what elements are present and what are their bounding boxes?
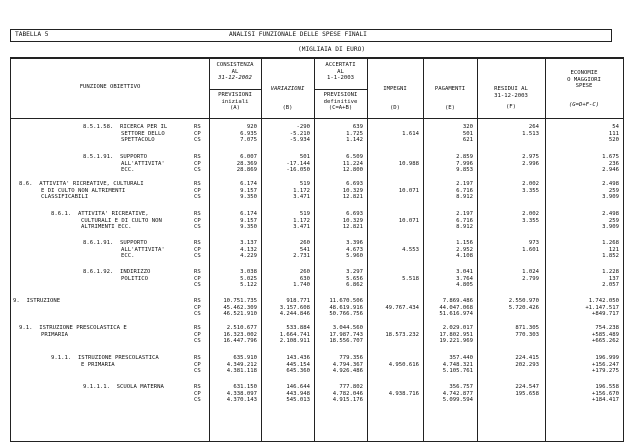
rule-header-bottom: [11, 118, 623, 119]
cell-value: 7.869.486: [442, 298, 473, 304]
cell-value: 356.757: [449, 384, 473, 390]
rule-top: [11, 58, 623, 59]
cell-value: -290: [296, 124, 310, 130]
cell-value: 45.462.309: [223, 304, 257, 311]
header-funzione: FUNZIONE OBIETTIVO: [79, 84, 141, 90]
row-type: RS: [194, 384, 201, 390]
cell-value: 6.716: [456, 187, 473, 194]
cell-value: 16.447.796: [223, 338, 257, 345]
cell-value: 519: [299, 211, 310, 217]
cell-value: 6.509: [346, 154, 363, 160]
cell-value: 5.960: [346, 253, 363, 260]
cell-value: 260: [299, 269, 310, 275]
cell-value: 6.716: [456, 217, 473, 224]
cell-value: 1.675: [602, 154, 619, 160]
cell-value: 10.751.735: [223, 298, 257, 304]
cell-value: 1.601: [522, 246, 539, 253]
cell-value: 2.952: [456, 246, 473, 253]
cell-value: 202.293: [515, 361, 539, 368]
row-type: CP: [194, 187, 201, 194]
cell-value: 1.268: [602, 240, 619, 246]
cell-value: +585.489: [592, 331, 619, 338]
row-label: 9.1.1. ISTRUZIONE PRESCOLASTICA: [51, 355, 159, 361]
cell-value: -5.934: [289, 137, 310, 144]
header-accertati: [314, 62, 367, 82]
header-prev-def-l3: (C=A+B): [328, 105, 353, 112]
row-label: 9.1. ISTRUZIONE PRESCOLASTICA E: [19, 325, 127, 331]
header-consistenza: [209, 62, 261, 82]
cell-value: 28.369: [236, 160, 257, 167]
row-type: RS: [194, 355, 201, 361]
cell-value: 4.938.716: [388, 390, 419, 397]
row-label: ALL'ATTIVITA': [121, 246, 165, 253]
cell-value: 3.396: [346, 240, 363, 246]
col-divider-2: [261, 58, 262, 441]
cell-value: 4.805: [456, 282, 473, 289]
cell-value: 11.670.506: [329, 298, 363, 304]
cell-value: 9.350: [240, 224, 257, 231]
row-type: CS: [194, 167, 201, 174]
cell-value: 2.859: [456, 154, 473, 160]
cell-value: 443.948: [286, 390, 310, 397]
header-accertati-l1: ACCERTATI: [325, 62, 356, 68]
cell-value: 54: [612, 124, 619, 130]
cell-value: 196.558: [595, 384, 619, 390]
header-impegni-l2: (D): [389, 104, 401, 111]
cell-value: 918.771: [286, 298, 310, 304]
cell-value: +184.417: [592, 397, 619, 404]
cell-value: 533.884: [286, 325, 310, 331]
row-label: POLITICO: [121, 275, 148, 282]
cell-value: +179.275: [592, 368, 619, 375]
col-divider-4: [367, 58, 368, 441]
cell-value: 635.910: [233, 355, 257, 361]
cell-value: 18.556.707: [329, 338, 363, 345]
header-impegni: [367, 86, 423, 111]
cell-value: 2.731: [293, 253, 310, 260]
cell-value: -5.210: [289, 130, 310, 137]
cell-value: 10.071: [398, 187, 419, 194]
row-label: 8.5.1.58. RICERCA PER IL: [83, 124, 168, 130]
cell-value: 445.154: [286, 361, 310, 368]
row-label: E PRIMARIA: [81, 361, 115, 368]
cell-value: 4.673: [346, 246, 363, 253]
header-variazioni: [261, 86, 314, 111]
row-type: CS: [194, 224, 201, 231]
cell-value: 46.521.910: [223, 311, 257, 318]
cell-value: 4.338.097: [226, 390, 257, 397]
header-economie-l3: SPESE: [575, 83, 593, 90]
row-type: CP: [194, 217, 201, 224]
row-type: CS: [194, 397, 201, 404]
row-type: RS: [194, 211, 201, 217]
header-variazioni-l2: (B): [282, 104, 293, 111]
header-prev-iniz-l2: iniziali: [221, 98, 249, 105]
cell-value: 19.221.969: [439, 338, 473, 345]
cell-value: 3.157.608: [279, 304, 310, 311]
cell-value: 3.137: [240, 240, 257, 246]
row-type: RS: [194, 269, 201, 275]
cell-value: 2.946: [602, 167, 619, 174]
row-type: CS: [194, 338, 201, 345]
header-economie-l2: O MAGGIORI: [567, 76, 601, 83]
row-type: CS: [194, 311, 201, 318]
cell-value: 50.766.756: [329, 311, 363, 318]
cell-value: 3.044.560: [332, 325, 363, 331]
cell-value: 4.926.486: [332, 368, 363, 375]
row-type: CS: [194, 194, 201, 201]
cell-value: 2.057: [602, 282, 619, 289]
cell-value: 1.852: [602, 253, 619, 260]
cell-value: 3.038: [240, 269, 257, 275]
cell-value: 51.616.974: [439, 311, 473, 318]
cell-value: 12.821: [342, 224, 363, 231]
cell-value: 639: [352, 124, 363, 130]
cell-value: 4.950.616: [388, 361, 419, 368]
row-type: RS: [194, 325, 201, 331]
row-type: RS: [194, 240, 201, 246]
cell-value: 2.002: [522, 211, 539, 217]
cell-value: 49.767.434: [385, 304, 419, 311]
cell-value: 9.157: [240, 217, 257, 224]
header-consistenza-l1: CONSISTENZA: [216, 62, 254, 68]
header-economie-l4: (G=D+F-C): [568, 101, 600, 108]
cell-value: 1.725: [346, 130, 363, 137]
col-divider-6: [477, 58, 478, 441]
cell-value: 137: [608, 275, 619, 282]
cell-value: 6.007: [240, 154, 257, 160]
rule-accertati: [314, 89, 367, 90]
cell-value: +849.717: [592, 311, 619, 318]
col-divider-1: [209, 58, 210, 441]
cell-value: 6.862: [346, 282, 363, 289]
cell-value: 4.381.118: [226, 368, 257, 375]
cell-value: 17.987.743: [329, 331, 363, 338]
cell-value: 6.174: [240, 211, 257, 217]
row-label: E DI CULTO NON ALTRIMENTI: [41, 187, 126, 194]
cell-value: 11.224: [342, 160, 363, 167]
cell-value: 3.764: [456, 275, 473, 282]
row-type: CP: [194, 275, 201, 282]
row-type: CP: [194, 304, 201, 311]
cell-value: 4.742.877: [442, 390, 473, 397]
row-type: RS: [194, 124, 201, 130]
col-divider-5: [423, 58, 424, 441]
cell-value: 754.238: [595, 325, 619, 331]
cell-value: 1.742.050: [588, 298, 619, 304]
col-divider-7: [545, 58, 546, 441]
cell-value: 259: [608, 187, 619, 194]
cell-value: 2.510.677: [226, 325, 257, 331]
cell-value: 357.440: [449, 355, 473, 361]
row-label: ALL'ATTIVITA': [121, 160, 165, 167]
cell-value: 264: [528, 124, 539, 130]
rule-consistenza: [209, 89, 261, 90]
cell-value: 3.355: [522, 187, 539, 194]
cell-value: 519: [299, 181, 310, 187]
cell-value: +156.247: [592, 361, 619, 368]
cell-value: 541: [299, 246, 310, 253]
cell-value: 10.988: [398, 160, 419, 167]
cell-value: 5.720.426: [508, 304, 539, 311]
row-label: SPETTACOLO: [121, 137, 155, 144]
cell-value: 3.355: [522, 217, 539, 224]
cell-value: 1.228: [602, 269, 619, 275]
cell-value: 621: [462, 137, 473, 144]
cell-value: 4.349.212: [226, 361, 257, 368]
cell-value: 2.996: [522, 160, 539, 167]
cell-value: 1.172: [293, 187, 310, 194]
header-consistenza-l2: AL: [231, 68, 239, 75]
cell-value: 4.794.367: [332, 361, 363, 368]
cell-value: 630: [299, 275, 310, 282]
cell-value: 4.229: [240, 253, 257, 260]
cell-value: 920: [246, 124, 257, 130]
header-pagamenti-l2: (E): [444, 104, 456, 111]
cell-value: 973: [528, 240, 539, 246]
cell-value: 28.869: [236, 167, 257, 174]
header-residui-l1: RESIDUI AL: [494, 86, 528, 92]
header-residui-l2: 31-12-2003: [494, 92, 528, 99]
cell-value: 8.912: [456, 224, 473, 231]
cell-value: 2.799: [522, 275, 539, 282]
data-table: [10, 57, 624, 442]
cell-value: 9.853: [456, 167, 473, 174]
header-pagamenti: [423, 86, 477, 111]
cell-value: 18.573.232: [385, 331, 419, 338]
row-type: CP: [194, 246, 201, 253]
cell-value: 9.350: [240, 194, 257, 201]
cell-value: 5.122: [240, 282, 257, 289]
cell-value: 16.323.002: [223, 331, 257, 338]
cell-value: 3.909: [602, 194, 619, 201]
cell-value: 12.800: [342, 167, 363, 174]
row-label: 8.6. ATTIVITA' RICREATIVE, CULTURALI: [19, 181, 144, 187]
header-accertati-l3: 1-1-2003: [327, 75, 354, 82]
cell-value: 4.370.143: [226, 397, 257, 404]
cell-value: 260: [299, 240, 310, 246]
header-economie-l1: ECONOMIE: [570, 70, 598, 76]
cell-value: 777.802: [339, 384, 363, 390]
row-label: ALTRIMENTI ECC.: [81, 224, 132, 231]
cell-value: 111: [608, 130, 619, 137]
header-residui-l3: (F): [505, 104, 517, 111]
cell-value: 871.305: [515, 325, 539, 331]
cell-value: 3.909: [602, 224, 619, 231]
cell-value: 10.329: [342, 217, 363, 224]
header-prev-iniz-l1: PREVISIONI: [218, 92, 252, 98]
row-type: RS: [194, 181, 201, 187]
header-pagamenti-l1: PAGAMENTI: [434, 86, 466, 92]
cell-value: 1.172: [293, 217, 310, 224]
cell-value: 3.471: [293, 194, 310, 201]
cell-value: 44.047.068: [439, 304, 473, 311]
header-residui: [477, 86, 545, 111]
cell-value: 224.415: [515, 355, 539, 361]
cell-value: 6.693: [346, 181, 363, 187]
cell-value: 10.329: [342, 187, 363, 194]
cell-value: 1.664.741: [279, 331, 310, 338]
row-label: SETTORE DELLO: [121, 130, 165, 137]
cell-value: 4.244.846: [279, 311, 310, 318]
header-previsioni-definitive: [314, 92, 367, 112]
table-number: TABELLA 5: [15, 31, 49, 38]
header-economie: [545, 70, 623, 108]
cell-value: 631.150: [233, 384, 257, 390]
cell-value: 2.498: [602, 181, 619, 187]
cell-value: 8.912: [456, 194, 473, 201]
cell-value: 7.996: [456, 160, 473, 167]
cell-value: 3.471: [293, 224, 310, 231]
cell-value: 3.041: [456, 269, 473, 275]
cell-value: 2.975: [522, 154, 539, 160]
row-type: CP: [194, 331, 201, 338]
cell-value: 4.915.176: [332, 397, 363, 404]
cell-value: 259: [608, 217, 619, 224]
row-label: PRIMARIA: [41, 331, 68, 338]
cell-value: 1.156: [456, 240, 473, 246]
cell-value: 3.297: [346, 269, 363, 275]
header-prev-iniz-l3: (A): [229, 105, 241, 112]
row-type: CP: [194, 160, 201, 167]
row-type: CS: [194, 282, 201, 289]
cell-value: -17.144: [286, 160, 310, 167]
cell-value: 2.029.017: [442, 325, 473, 331]
header-impegni-l1: IMPEGNI: [383, 86, 407, 92]
cell-value: 143.436: [286, 355, 310, 361]
cell-value: 121: [608, 246, 619, 253]
cell-value: 501: [462, 130, 473, 137]
cell-value: 2.197: [456, 181, 473, 187]
cell-value: 5.518: [402, 275, 419, 282]
row-label: CULTURALI E DI CULTO NON: [81, 217, 162, 224]
cell-value: 1.024: [522, 269, 539, 275]
cell-value: 2.550.970: [508, 298, 539, 304]
row-label: 9.1.1.1. SCUOLA MATERNA: [83, 384, 164, 390]
cell-value: 6.174: [240, 181, 257, 187]
header-consistenza-l3: 31-12-2002: [218, 75, 252, 82]
cell-value: 6.935: [240, 130, 257, 137]
cell-value: 2.498: [602, 211, 619, 217]
cell-value: 48.619.916: [329, 304, 363, 311]
row-type: RS: [194, 154, 201, 160]
row-label: ECC.: [121, 253, 135, 260]
row-label: 9. ISTRUZIONE: [13, 298, 61, 304]
cell-value: 2.108.911: [279, 338, 310, 345]
cell-value: 645.360: [286, 368, 310, 375]
cell-value: 9.157: [240, 187, 257, 194]
cell-value: 17.802.951: [439, 331, 473, 338]
row-label: 8.6.1.91. SUPPORTO: [83, 240, 147, 246]
cell-value: -16.050: [286, 167, 310, 174]
cell-value: 5.025: [240, 275, 257, 282]
row-type: CS: [194, 137, 201, 144]
cell-value: 6.693: [346, 211, 363, 217]
cell-value: 195.658: [515, 390, 539, 397]
cell-value: 520: [608, 137, 619, 144]
cell-value: 146.644: [286, 384, 310, 390]
row-type: CS: [194, 253, 201, 260]
header-accertati-l2: AL: [337, 68, 344, 75]
row-type: CS: [194, 368, 201, 375]
row-label: 8.6.1.92. INDIRIZZO: [83, 269, 151, 275]
cell-value: 5.105.761: [442, 368, 473, 375]
cell-value: 2.002: [522, 181, 539, 187]
cell-value: 10.071: [398, 217, 419, 224]
cell-value: 7.075: [240, 137, 257, 144]
cell-value: +665.262: [592, 338, 619, 345]
cell-value: 4.108: [456, 253, 473, 260]
cell-value: 1.740: [293, 282, 310, 289]
cell-value: 320: [462, 124, 473, 130]
cell-value: 2.197: [456, 211, 473, 217]
header-previsioni-iniziali: [209, 92, 261, 112]
cell-value: 4.553: [402, 246, 419, 253]
cell-value: 1.614: [402, 130, 419, 137]
header-prev-def-l1: PREVISIONI: [323, 92, 358, 98]
units-label: (MIGLIAIA DI EURO): [298, 46, 366, 53]
cell-value: 5.099.594: [442, 397, 473, 404]
header-variazioni-l1: VARIAZIONI: [270, 86, 305, 92]
col-divider-3: [314, 58, 315, 441]
cell-value: 779.356: [339, 355, 363, 361]
cell-value: 12.821: [342, 194, 363, 201]
table-caption: ANALISI FUNZIONALE DELLE SPESE FINALI: [229, 31, 367, 38]
cell-value: 4.782.046: [332, 390, 363, 397]
cell-value: +1.147.517: [585, 304, 619, 311]
header-prev-def-l2: definitive: [323, 98, 358, 105]
cell-value: 501: [299, 154, 310, 160]
row-label: ECC.: [121, 167, 135, 174]
cell-value: 1.513: [522, 130, 539, 137]
cell-value: +156.670: [592, 390, 619, 397]
row-type: CP: [194, 361, 201, 368]
cell-value: 196.999: [595, 355, 619, 361]
cell-value: 236: [608, 160, 619, 167]
cell-value: 224.547: [515, 384, 539, 390]
row-type: CP: [194, 130, 201, 137]
cell-value: 4.132: [240, 246, 257, 253]
row-type: CP: [194, 390, 201, 397]
cell-value: 4.748.321: [442, 361, 473, 368]
row-label: 8.5.1.91. SUPPORTO: [83, 154, 147, 160]
row-label: 8.6.1. ATTIVITA' RICREATIVE,: [51, 211, 149, 217]
cell-value: 5.656: [346, 275, 363, 282]
table-title-box: [10, 29, 612, 42]
cell-value: 770.303: [515, 331, 539, 338]
cell-value: 1.142: [346, 137, 363, 144]
row-type: RS: [194, 298, 201, 304]
cell-value: 545.013: [286, 397, 310, 404]
row-label: CLASSIFICABILI: [41, 194, 89, 201]
